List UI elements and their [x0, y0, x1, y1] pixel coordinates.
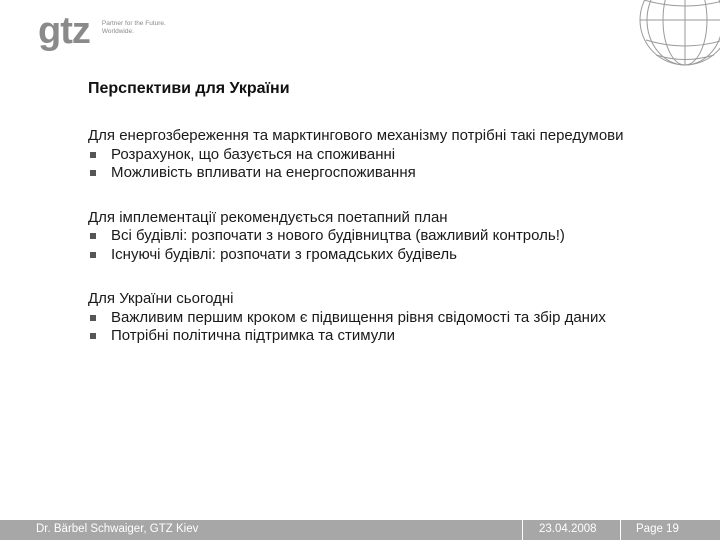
bullet-item: [88, 309, 648, 328]
bullet-square-icon: [88, 309, 111, 328]
bullet-text: Важливим першим кроком є підвищення рівня свідомості та збір даних: [111, 308, 606, 326]
bullet-square-icon: [88, 327, 111, 346]
section-lead: Для енергозбереження та марктингового механізму потрібні такі передумови: [88, 127, 624, 144]
section-lead: Для імплементації рекомендується поетапний план: [88, 208, 448, 226]
bullet-text: Всі будівлі: розпочати з нового будівництва (важливий контроль!): [111, 227, 565, 244]
footer-divider: [522, 520, 523, 540]
bullet-text: Можливість впливати на енергоспоживання: [111, 164, 416, 181]
logo-tagline: [102, 20, 172, 36]
tagline-line-2: Worldwide.: [101, 28, 134, 35]
tagline-line-1: Partner for the Future.: [101, 20, 166, 27]
bullet-square-icon: [88, 146, 111, 165]
bullet-square-icon: [88, 227, 111, 246]
bullet-item: [88, 146, 648, 165]
section-ukraine-today: [88, 290, 648, 346]
slide-title: Перспективи для України: [88, 80, 290, 97]
footer-author: Dr. Bärbel Schwaiger, GTZ Kiev: [36, 523, 199, 535]
bullet-square-icon: [88, 246, 111, 265]
globe-icon: [630, 0, 720, 70]
footer-date: 23.04.2008: [539, 523, 597, 535]
slide-body: [88, 127, 648, 372]
section-prerequisites: [88, 127, 648, 183]
gtz-logo: [38, 10, 172, 52]
logo-mark: gtz: [38, 10, 90, 52]
slide-header: [0, 0, 720, 58]
bullet-text: Розрахунок, що базується на споживанні: [111, 145, 396, 163]
bullet-item: [88, 164, 648, 183]
section-implementation: [88, 209, 648, 265]
footer-divider: [620, 520, 621, 540]
section-lead: Для України сьогодні: [88, 290, 234, 307]
bullet-item: [88, 327, 648, 346]
bullet-square-icon: [88, 164, 111, 183]
bullet-text: Існуючі будівлі: розпочати з громадських будівель: [111, 245, 457, 263]
footer-page-number: Page 19: [636, 523, 679, 535]
bullet-item: [88, 227, 648, 246]
slide-footer: [0, 520, 720, 540]
bullet-text: Потрібні політична підтримка та стимули: [111, 327, 396, 344]
bullet-item: [88, 246, 648, 265]
